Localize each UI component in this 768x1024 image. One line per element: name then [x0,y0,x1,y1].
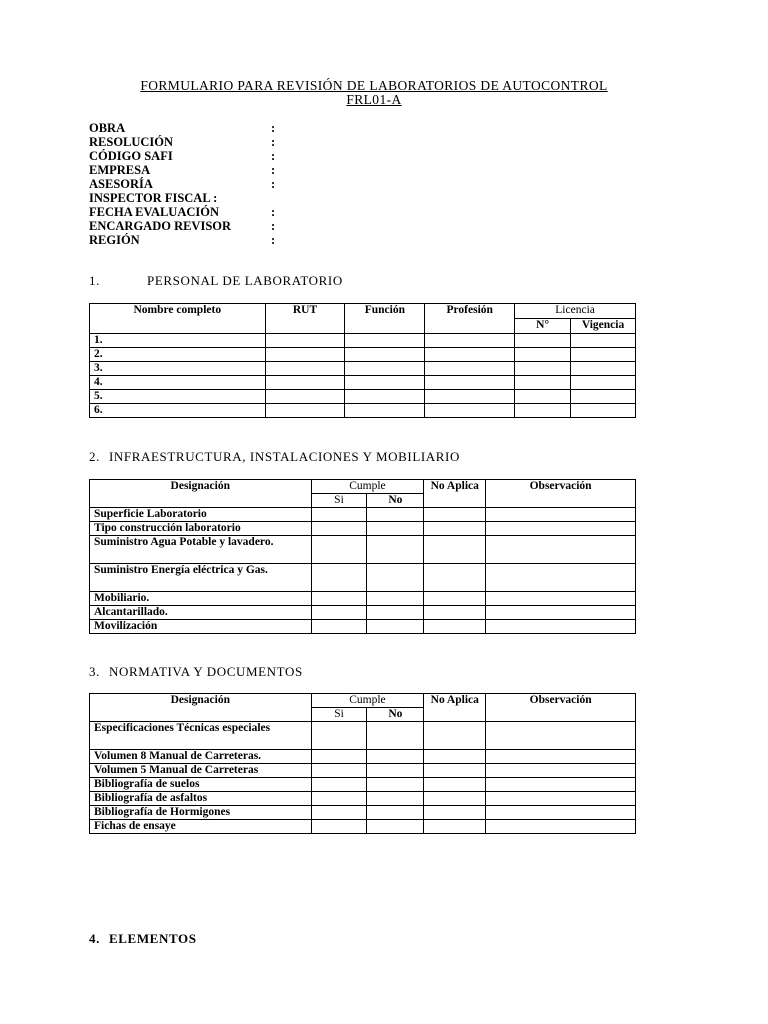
table-row [90,376,636,390]
cell[interactable] [265,404,345,418]
field-row [89,205,283,219]
field-row [89,191,283,205]
cell[interactable] [311,764,367,778]
cell[interactable] [515,376,571,390]
cell[interactable] [486,522,636,536]
form-code: FRL01-A [346,92,402,107]
cell[interactable] [367,606,424,620]
cell[interactable] [367,778,424,792]
row-label: Volumen 5 Manual de Carreteras [90,764,312,778]
cell[interactable] [486,564,636,592]
table-row [90,792,636,806]
section-title: NORMATIVA Y DOCUMENTOS [109,664,303,679]
col-header: Profesión [425,304,515,334]
cell[interactable] [424,792,486,806]
form-title: FORMULARIO PARA REVISIÓN DE LABORATORIOS DE AUTOCONTROL [140,78,608,93]
cell[interactable] [311,620,367,634]
col-header: Función [345,304,425,334]
field-colon: : [271,149,276,163]
cell[interactable] [311,522,367,536]
cell[interactable] [486,722,636,750]
cell[interactable] [345,348,425,362]
table-row [90,750,636,764]
cell[interactable] [424,606,486,620]
field-label: RESOLUCIÓN [89,135,174,149]
row-label: Especificaciones Técnicas especiales [90,722,312,750]
row-label: 2. [90,348,266,362]
cell[interactable] [424,564,486,592]
cell[interactable] [486,606,636,620]
cell[interactable] [486,592,636,606]
col-header: RUT [265,304,345,334]
section-3-heading [89,664,303,680]
col-header: No [367,494,424,508]
field-colon: : [271,219,276,233]
col-header: Cumple [311,480,424,494]
cell[interactable] [345,376,425,390]
cell[interactable] [424,778,486,792]
section-4-heading [89,931,197,947]
field-row [89,177,283,191]
cell[interactable] [367,564,424,592]
field-label: ASESORÍA [89,177,153,191]
personnel-table [89,303,636,418]
cell[interactable] [424,522,486,536]
section-1-heading [89,273,343,289]
cell[interactable] [424,508,486,522]
row-label: Tipo construcción laboratorio [90,522,312,536]
cell[interactable] [311,564,367,592]
cell[interactable] [515,390,571,404]
cell[interactable] [425,404,515,418]
cell[interactable] [425,348,515,362]
cell[interactable] [486,508,636,522]
field-row [89,163,283,177]
field-colon: : [271,205,276,219]
section-2-heading [89,449,460,465]
table-row [90,522,636,536]
table-row [90,564,636,592]
table-row [90,620,636,634]
cell[interactable] [515,404,571,418]
table-row [90,404,636,418]
table-row [90,806,636,820]
table-row [90,348,636,362]
row-label: 6. [90,404,266,418]
field-colon: : [271,135,276,149]
row-label: 4. [90,376,266,390]
cell[interactable] [311,778,367,792]
table-row [90,592,636,606]
row-label: Suministro Energía eléctrica y Gas. [90,564,312,592]
cell[interactable] [424,722,486,750]
cell[interactable] [265,362,345,376]
field-label: CÓDIGO SAFI [89,149,173,163]
col-header: No [367,708,424,722]
cell[interactable] [367,792,424,806]
regulations-table [89,693,636,834]
cell[interactable] [367,592,424,606]
cell[interactable] [367,764,424,778]
cell[interactable] [424,592,486,606]
header-fields [89,121,283,247]
table-row [90,536,636,564]
cell[interactable] [367,536,424,564]
cell[interactable] [367,722,424,750]
field-label: EMPRESA [89,163,151,177]
table-row [90,334,636,348]
infrastructure-table [89,479,636,634]
cell[interactable] [311,606,367,620]
cell[interactable] [486,820,636,834]
row-label: Fichas de ensaye [90,820,312,834]
col-header: Licencia [515,304,636,319]
cell[interactable] [311,508,367,522]
table-row [90,722,636,750]
section-number: 3. [89,664,100,679]
cell[interactable] [571,348,636,362]
col-header: Si [311,494,367,508]
table-row [90,820,636,834]
row-label: Superficie Laboratorio [90,508,312,522]
field-colon: : [271,233,276,247]
cell[interactable] [345,390,425,404]
cell[interactable] [571,334,636,348]
section-number: 4. [89,931,100,946]
row-label: Suministro Agua Potable y lavadero. [90,536,312,564]
cell[interactable] [367,508,424,522]
cell[interactable] [345,334,425,348]
field-row [89,233,283,247]
cell[interactable] [425,376,515,390]
col-header: Designación [90,480,312,508]
cell[interactable] [424,620,486,634]
cell[interactable] [265,376,345,390]
row-label: Bibliografía de Hormigones [90,806,312,820]
cell[interactable] [486,620,636,634]
table-row [90,508,636,522]
cell[interactable] [515,362,571,376]
field-colon: : [271,177,276,191]
section-number: 1. [89,273,100,288]
col-header: No Aplica [424,480,486,508]
field-colon: : [271,163,276,177]
cell[interactable] [571,404,636,418]
cell[interactable] [265,348,345,362]
table-row [90,764,636,778]
cell[interactable] [311,806,367,820]
col-header: Observación [486,694,636,722]
cell[interactable] [424,806,486,820]
cell[interactable] [265,390,345,404]
cell[interactable] [571,390,636,404]
field-label: OBRA [89,121,126,135]
cell[interactable] [367,806,424,820]
field-row [89,121,283,135]
col-header: Observación [486,480,636,508]
row-label: Volumen 8 Manual de Carreteras. [90,750,312,764]
cell[interactable] [424,764,486,778]
section-title: ELEMENTOS [109,931,197,946]
field-label: REGIÓN [89,233,140,247]
col-header: N° [515,319,571,334]
cell[interactable] [345,404,425,418]
row-label: 5. [90,390,266,404]
cell[interactable] [367,522,424,536]
cell[interactable] [367,620,424,634]
col-header: Vigencia [571,319,636,334]
field-row [89,135,283,149]
field-row [89,219,283,233]
cell[interactable] [425,390,515,404]
cell[interactable] [486,764,636,778]
field-label: ENCARGADO REVISOR [89,219,232,233]
cell[interactable] [311,592,367,606]
cell[interactable] [311,536,367,564]
col-header: Designación [90,694,312,722]
field-label: INSPECTOR FISCAL : [89,191,218,205]
row-label: Bibliografía de asfaltos [90,792,312,806]
row-label: Mobiliario. [90,592,312,606]
section-title: PERSONAL DE LABORATORIO [147,273,343,288]
cell[interactable] [515,334,571,348]
table-row [90,390,636,404]
row-label: 1. [90,334,266,348]
cell[interactable] [424,536,486,564]
cell[interactable] [486,806,636,820]
field-colon: : [271,121,276,135]
cell[interactable] [424,820,486,834]
cell[interactable] [571,376,636,390]
cell[interactable] [367,820,424,834]
col-header: Cumple [311,694,424,708]
cell[interactable] [486,792,636,806]
cell[interactable] [345,362,425,376]
field-row [89,149,283,163]
section-number: 2. [89,449,100,464]
cell[interactable] [311,792,367,806]
table-row [90,778,636,792]
col-header: Nombre completo [90,304,266,334]
cell[interactable] [311,750,367,764]
row-label: Alcantarillado. [90,606,312,620]
table-row [90,362,636,376]
cell[interactable] [424,750,486,764]
cell[interactable] [367,750,424,764]
row-label: 3. [90,362,266,376]
cell[interactable] [311,722,367,750]
section-title: INFRAESTRUCTURA, INSTALACIONES Y MOBILIARIO [109,449,460,464]
col-header: No Aplica [424,694,486,722]
row-label: Bibliografía de suelos [90,778,312,792]
field-colon [271,191,283,205]
cell[interactable] [486,778,636,792]
cell[interactable] [425,334,515,348]
col-header: Si [311,708,367,722]
table-row [90,606,636,620]
cell[interactable] [571,362,636,376]
cell[interactable] [425,362,515,376]
field-label: FECHA EVALUACIÓN [89,205,219,219]
cell[interactable] [515,348,571,362]
row-label: Movilización [90,620,312,634]
cell[interactable] [486,750,636,764]
cell[interactable] [311,820,367,834]
cell[interactable] [265,334,345,348]
cell[interactable] [486,536,636,564]
